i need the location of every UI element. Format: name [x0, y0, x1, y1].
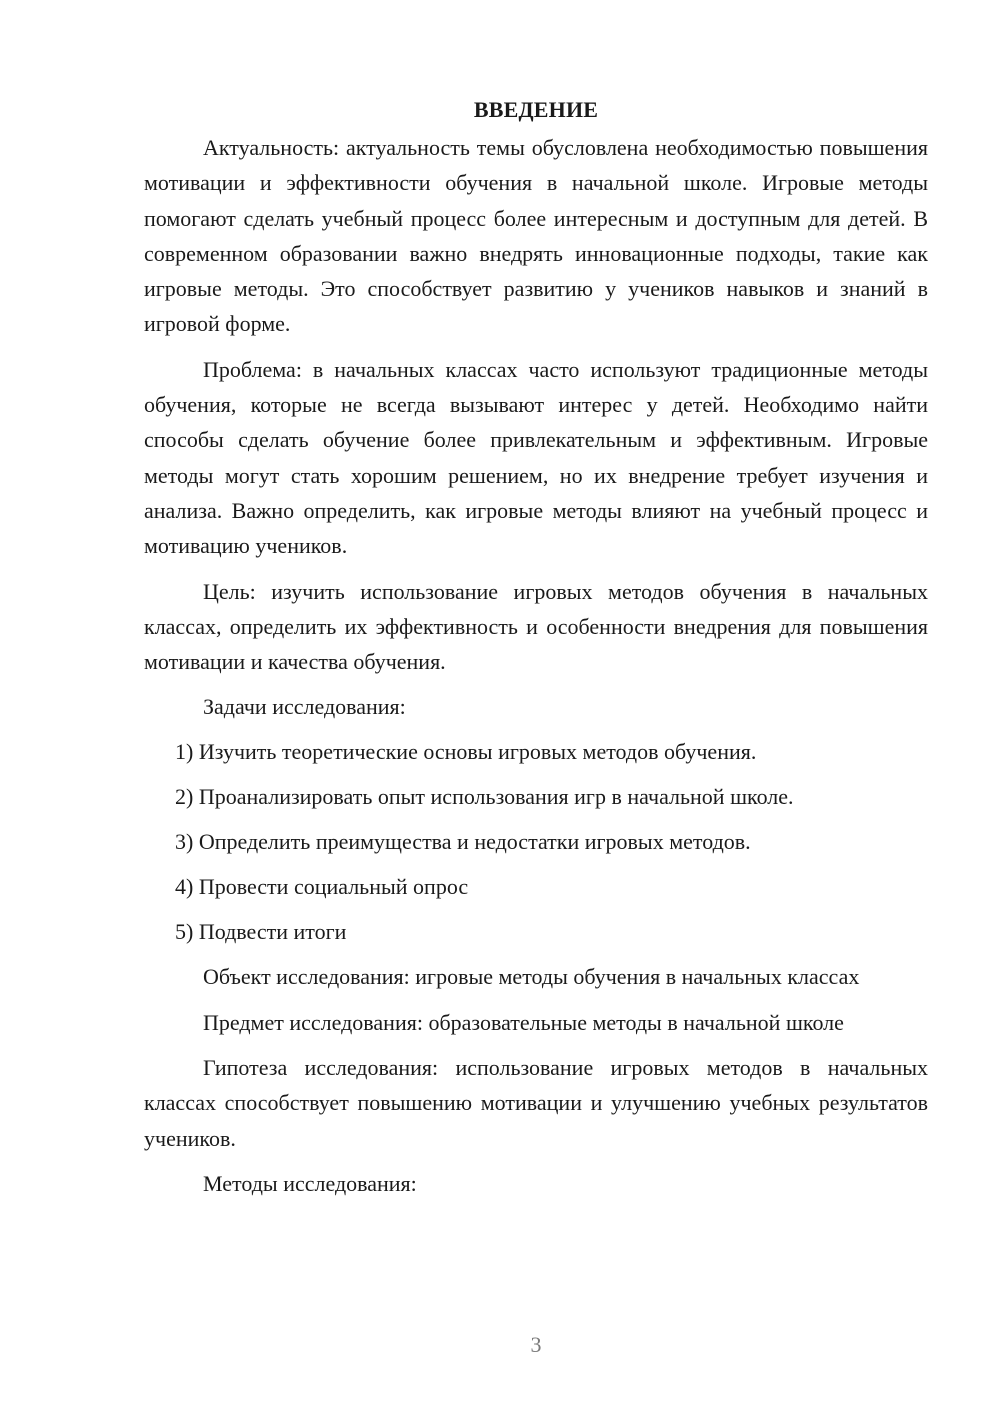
list-item: 5) Подвести итоги: [175, 919, 347, 945]
list-item: 1) Изучить теоретические основы игровых методов обучения.: [175, 739, 757, 765]
list-item: 4) Провести социальный опрос: [175, 874, 469, 900]
problem-paragraph: Проблема: в начальных классах часто используют традиционные методы обучения, которые не всегда вызывают интерес у детей. Необходимо найти способы сделать обучение более привлекательным и эффективным. Игровые методы могут стать хорошим решением, но их внедрение требует изучения и анализа. Важно определить, как игровые методы влияют на учебный процесс и мотивацию учеников.: [144, 356, 928, 559]
list-item: 3) Определить преимущества и недостатки игровых методов.: [175, 829, 751, 855]
subject-paragraph: Предмет исследования: образовательные методы в начальной школе: [203, 1009, 844, 1035]
tasks-heading: Задачи исследования:: [203, 694, 406, 720]
tasks-list: [144, 734, 928, 949]
document-page: [144, 92, 928, 1211]
goal-paragraph: Цель: изучить использование игровых методов обучения в начальных классах, определить их эффективность и особенности внедрения для повышения мотивации и качества обучения.: [144, 578, 928, 675]
list-item: 2) Проанализировать опыт использования игр в начальной школе.: [175, 784, 794, 810]
methods-heading: Методы исследования:: [203, 1170, 417, 1196]
section-title: ВВЕДЕНИЕ: [473, 97, 599, 122]
relevance-paragraph: Актуальность: актуальность темы обусловлена необходимостью повышения мотивации и эффективности обучения в начальной школе. Игровые методы помогают сделать учебный процесс более интересным и доступным для детей. В современном образовании важно внедрять инновационные подходы, такие как игровые методы. Это способствует развитию у учеников навыков и знаний в игровой форме.: [144, 135, 928, 337]
page-number: 3: [530, 1332, 542, 1357]
object-paragraph: Объект исследования: игровые методы обучения в начальных классах: [203, 964, 860, 990]
hypothesis-paragraph: Гипотеза исследования: использование игровых методов в начальных классах способствует повышению мотивации и улучшению учебных результатов учеников.: [144, 1055, 928, 1151]
